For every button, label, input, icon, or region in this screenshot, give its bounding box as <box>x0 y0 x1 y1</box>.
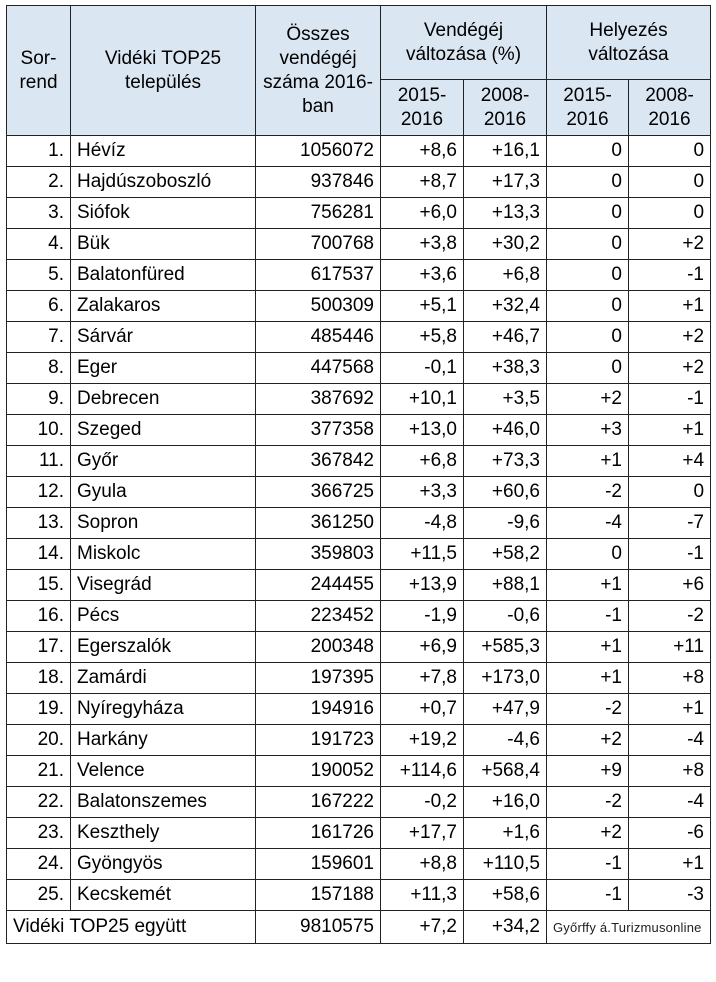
rank-change-2015-2016-cell: -1 <box>547 849 629 880</box>
guests-cell: 500309 <box>256 291 381 322</box>
header-period-rank-2008-2016: 2008-2016 <box>629 80 711 136</box>
header-place: Vidéki TOP25 település <box>71 6 256 136</box>
place-cell: Győr <box>71 446 256 477</box>
place-cell: Zamárdi <box>71 663 256 694</box>
rank-change-2008-2016-cell: -1 <box>629 539 711 570</box>
place-cell: Harkány <box>71 725 256 756</box>
table-row <box>7 849 711 880</box>
change-2008-2016-cell: +46,0 <box>464 415 547 446</box>
change-2015-2016-cell: +5,8 <box>381 322 464 353</box>
guests-cell: 194916 <box>256 694 381 725</box>
rank-cell: 23. <box>7 818 71 849</box>
rank-cell: 5. <box>7 260 71 291</box>
total-change-2015-2016: +7,2 <box>381 911 464 944</box>
rank-change-2015-2016-cell: +1 <box>547 446 629 477</box>
change-2015-2016-cell: +3,8 <box>381 229 464 260</box>
table-row <box>7 229 711 260</box>
change-2008-2016-cell: +585,3 <box>464 632 547 663</box>
place-cell: Szeged <box>71 415 256 446</box>
header-period-pct-2008-2016: 2008-2016 <box>464 80 547 136</box>
place-cell: Pécs <box>71 601 256 632</box>
table-row <box>7 756 711 787</box>
change-2008-2016-cell: +73,3 <box>464 446 547 477</box>
rank-change-2008-2016-cell: 0 <box>629 136 711 167</box>
rank-change-2015-2016-cell: +1 <box>547 663 629 694</box>
total-guests: 9810575 <box>256 911 381 944</box>
guests-cell: 485446 <box>256 322 381 353</box>
change-2008-2016-cell: -9,6 <box>464 508 547 539</box>
rank-change-2015-2016-cell: 0 <box>547 353 629 384</box>
change-2015-2016-cell: +17,7 <box>381 818 464 849</box>
table-row <box>7 260 711 291</box>
guests-cell: 159601 <box>256 849 381 880</box>
change-2015-2016-cell: +13,0 <box>381 415 464 446</box>
rank-change-2008-2016-cell: 0 <box>629 167 711 198</box>
rank-change-2008-2016-cell: -7 <box>629 508 711 539</box>
rank-cell: 13. <box>7 508 71 539</box>
change-2015-2016-cell: -1,9 <box>381 601 464 632</box>
change-2008-2016-cell: +32,4 <box>464 291 547 322</box>
rank-change-2015-2016-cell: 0 <box>547 198 629 229</box>
guests-cell: 367842 <box>256 446 381 477</box>
place-cell: Gyöngyös <box>71 849 256 880</box>
rank-change-2008-2016-cell: +1 <box>629 291 711 322</box>
rank-change-2015-2016-cell: 0 <box>547 291 629 322</box>
change-2008-2016-cell: -0,6 <box>464 601 547 632</box>
change-2008-2016-cell: +47,9 <box>464 694 547 725</box>
table-row <box>7 136 711 167</box>
change-2015-2016-cell: +7,8 <box>381 663 464 694</box>
place-cell: Visegrád <box>71 570 256 601</box>
rank-cell: 25. <box>7 880 71 911</box>
header-rank: Sor-rend <box>7 6 71 136</box>
table-row <box>7 384 711 415</box>
rank-change-2008-2016-cell: +8 <box>629 756 711 787</box>
rank-change-2015-2016-cell: +1 <box>547 632 629 663</box>
rank-cell: 8. <box>7 353 71 384</box>
rank-change-2015-2016-cell: 0 <box>547 167 629 198</box>
rank-change-2008-2016-cell: +2 <box>629 322 711 353</box>
place-cell: Velence <box>71 756 256 787</box>
guests-cell: 244455 <box>256 570 381 601</box>
place-cell: Gyula <box>71 477 256 508</box>
rank-change-2008-2016-cell: +1 <box>629 415 711 446</box>
top25-table <box>6 5 711 944</box>
rank-change-2015-2016-cell: +3 <box>547 415 629 446</box>
table-row <box>7 291 711 322</box>
place-cell: Hévíz <box>71 136 256 167</box>
table-row <box>7 818 711 849</box>
change-2008-2016-cell: +88,1 <box>464 570 547 601</box>
change-2015-2016-cell: +11,5 <box>381 539 464 570</box>
table-row <box>7 880 711 911</box>
place-cell: Hajdúszoboszló <box>71 167 256 198</box>
total-change-2008-2016: +34,2 <box>464 911 547 944</box>
change-2015-2016-cell: +19,2 <box>381 725 464 756</box>
guests-cell: 366725 <box>256 477 381 508</box>
place-cell: Egerszalók <box>71 632 256 663</box>
rank-change-2008-2016-cell: +1 <box>629 694 711 725</box>
guests-cell: 161726 <box>256 818 381 849</box>
rank-change-2015-2016-cell: 0 <box>547 229 629 260</box>
rank-change-2015-2016-cell: -1 <box>547 601 629 632</box>
rank-change-2015-2016-cell: -2 <box>547 787 629 818</box>
rank-cell: 17. <box>7 632 71 663</box>
rank-cell: 18. <box>7 663 71 694</box>
change-2008-2016-cell: +58,2 <box>464 539 547 570</box>
header-change-pct: Vendégéj változása (%) <box>381 6 547 80</box>
rank-change-2008-2016-cell: +8 <box>629 663 711 694</box>
change-2008-2016-cell: +6,8 <box>464 260 547 291</box>
guests-cell: 700768 <box>256 229 381 260</box>
change-2008-2016-cell: +17,3 <box>464 167 547 198</box>
rank-cell: 15. <box>7 570 71 601</box>
rank-change-2008-2016-cell: -3 <box>629 880 711 911</box>
rank-change-2015-2016-cell: -4 <box>547 508 629 539</box>
place-cell: Siófok <box>71 198 256 229</box>
rank-change-2015-2016-cell: +1 <box>547 570 629 601</box>
table-row <box>7 539 711 570</box>
rank-change-2015-2016-cell: +2 <box>547 725 629 756</box>
change-2015-2016-cell: +11,3 <box>381 880 464 911</box>
place-cell: Balatonszemes <box>71 787 256 818</box>
rank-change-2015-2016-cell: -2 <box>547 694 629 725</box>
table-row <box>7 353 711 384</box>
place-cell: Sopron <box>71 508 256 539</box>
guests-cell: 191723 <box>256 725 381 756</box>
rank-cell: 21. <box>7 756 71 787</box>
table-row <box>7 322 711 353</box>
rank-change-2008-2016-cell: 0 <box>629 198 711 229</box>
change-2015-2016-cell: +6,0 <box>381 198 464 229</box>
rank-cell: 24. <box>7 849 71 880</box>
rank-change-2008-2016-cell: -1 <box>629 384 711 415</box>
rank-change-2008-2016-cell: -6 <box>629 818 711 849</box>
total-label: Vidéki TOP25 együtt <box>7 911 256 944</box>
rank-change-2015-2016-cell: 0 <box>547 322 629 353</box>
place-cell: Miskolc <box>71 539 256 570</box>
rank-change-2015-2016-cell: 0 <box>547 136 629 167</box>
rank-change-2008-2016-cell: -4 <box>629 725 711 756</box>
change-2008-2016-cell: +16,1 <box>464 136 547 167</box>
change-2008-2016-cell: +13,3 <box>464 198 547 229</box>
change-2015-2016-cell: -0,1 <box>381 353 464 384</box>
change-2008-2016-cell: +46,7 <box>464 322 547 353</box>
rank-change-2015-2016-cell: 0 <box>547 539 629 570</box>
table-row <box>7 477 711 508</box>
rank-cell: 9. <box>7 384 71 415</box>
guests-cell: 617537 <box>256 260 381 291</box>
rank-cell: 12. <box>7 477 71 508</box>
place-cell: Zalakaros <box>71 291 256 322</box>
change-2015-2016-cell: +3,6 <box>381 260 464 291</box>
source-credit: Győrffy á.Turizmusonline <box>547 911 711 944</box>
rank-change-2008-2016-cell: -2 <box>629 601 711 632</box>
rank-change-2008-2016-cell: +2 <box>629 353 711 384</box>
table-body <box>7 136 711 911</box>
table-row <box>7 632 711 663</box>
change-2015-2016-cell: +10,1 <box>381 384 464 415</box>
rank-change-2008-2016-cell: +4 <box>629 446 711 477</box>
guests-cell: 167222 <box>256 787 381 818</box>
guests-cell: 359803 <box>256 539 381 570</box>
table-row <box>7 570 711 601</box>
total-row <box>7 911 711 944</box>
rank-change-2008-2016-cell: +2 <box>629 229 711 260</box>
change-2008-2016-cell: +16,0 <box>464 787 547 818</box>
rank-cell: 14. <box>7 539 71 570</box>
guests-cell: 200348 <box>256 632 381 663</box>
place-cell: Debrecen <box>71 384 256 415</box>
change-2015-2016-cell: +0,7 <box>381 694 464 725</box>
change-2008-2016-cell: +38,3 <box>464 353 547 384</box>
rank-change-2015-2016-cell: +9 <box>547 756 629 787</box>
table-row <box>7 663 711 694</box>
rank-cell: 7. <box>7 322 71 353</box>
place-cell: Sárvár <box>71 322 256 353</box>
rank-cell: 3. <box>7 198 71 229</box>
change-2015-2016-cell: +3,3 <box>381 477 464 508</box>
guests-cell: 223452 <box>256 601 381 632</box>
rank-change-2008-2016-cell: +6 <box>629 570 711 601</box>
rank-change-2008-2016-cell: +1 <box>629 849 711 880</box>
guests-cell: 387692 <box>256 384 381 415</box>
change-2015-2016-cell: +8,7 <box>381 167 464 198</box>
header-guests: Összes vendégéj száma 2016-ban <box>256 6 381 136</box>
rank-change-2008-2016-cell: 0 <box>629 477 711 508</box>
change-2008-2016-cell: +30,2 <box>464 229 547 260</box>
rank-change-2015-2016-cell: -1 <box>547 880 629 911</box>
change-2008-2016-cell: -4,6 <box>464 725 547 756</box>
guests-cell: 1056072 <box>256 136 381 167</box>
rank-cell: 11. <box>7 446 71 477</box>
change-2015-2016-cell: -4,8 <box>381 508 464 539</box>
rank-change-2008-2016-cell: +11 <box>629 632 711 663</box>
change-2015-2016-cell: +8,8 <box>381 849 464 880</box>
rank-change-2015-2016-cell: 0 <box>547 260 629 291</box>
rank-cell: 10. <box>7 415 71 446</box>
header-rank-change: Helyezés változása <box>547 6 711 80</box>
rank-cell: 20. <box>7 725 71 756</box>
change-2015-2016-cell: +13,9 <box>381 570 464 601</box>
rank-cell: 22. <box>7 787 71 818</box>
table-row <box>7 415 711 446</box>
table-row <box>7 508 711 539</box>
rank-change-2008-2016-cell: -4 <box>629 787 711 818</box>
change-2015-2016-cell: +6,9 <box>381 632 464 663</box>
guests-cell: 937846 <box>256 167 381 198</box>
place-cell: Eger <box>71 353 256 384</box>
table-row <box>7 694 711 725</box>
change-2015-2016-cell: +8,6 <box>381 136 464 167</box>
table-row <box>7 198 711 229</box>
table-row <box>7 725 711 756</box>
table-row <box>7 601 711 632</box>
place-cell: Balatonfüred <box>71 260 256 291</box>
change-2015-2016-cell: -0,2 <box>381 787 464 818</box>
table-row <box>7 446 711 477</box>
guests-cell: 377358 <box>256 415 381 446</box>
change-2008-2016-cell: +1,6 <box>464 818 547 849</box>
table-row <box>7 167 711 198</box>
change-2008-2016-cell: +60,6 <box>464 477 547 508</box>
change-2008-2016-cell: +3,5 <box>464 384 547 415</box>
rank-cell: 19. <box>7 694 71 725</box>
guests-cell: 157188 <box>256 880 381 911</box>
change-2015-2016-cell: +5,1 <box>381 291 464 322</box>
change-2015-2016-cell: +114,6 <box>381 756 464 787</box>
place-cell: Kecskemét <box>71 880 256 911</box>
change-2008-2016-cell: +58,6 <box>464 880 547 911</box>
place-cell: Keszthely <box>71 818 256 849</box>
guests-cell: 447568 <box>256 353 381 384</box>
rank-change-2015-2016-cell: -2 <box>547 477 629 508</box>
rank-change-2015-2016-cell: +2 <box>547 818 629 849</box>
change-2008-2016-cell: +568,4 <box>464 756 547 787</box>
rank-change-2008-2016-cell: -1 <box>629 260 711 291</box>
guests-cell: 756281 <box>256 198 381 229</box>
rank-cell: 1. <box>7 136 71 167</box>
rank-cell: 4. <box>7 229 71 260</box>
place-cell: Bük <box>71 229 256 260</box>
rank-cell: 16. <box>7 601 71 632</box>
guests-cell: 197395 <box>256 663 381 694</box>
table-row <box>7 787 711 818</box>
header-period-rank-2015-2016: 2015-2016 <box>547 80 629 136</box>
change-2015-2016-cell: +6,8 <box>381 446 464 477</box>
change-2008-2016-cell: +173,0 <box>464 663 547 694</box>
rank-change-2015-2016-cell: +2 <box>547 384 629 415</box>
guests-cell: 361250 <box>256 508 381 539</box>
change-2008-2016-cell: +110,5 <box>464 849 547 880</box>
rank-cell: 6. <box>7 291 71 322</box>
header-period-pct-2015-2016: 2015-2016 <box>381 80 464 136</box>
guests-cell: 190052 <box>256 756 381 787</box>
place-cell: Nyíregyháza <box>71 694 256 725</box>
rank-cell: 2. <box>7 167 71 198</box>
